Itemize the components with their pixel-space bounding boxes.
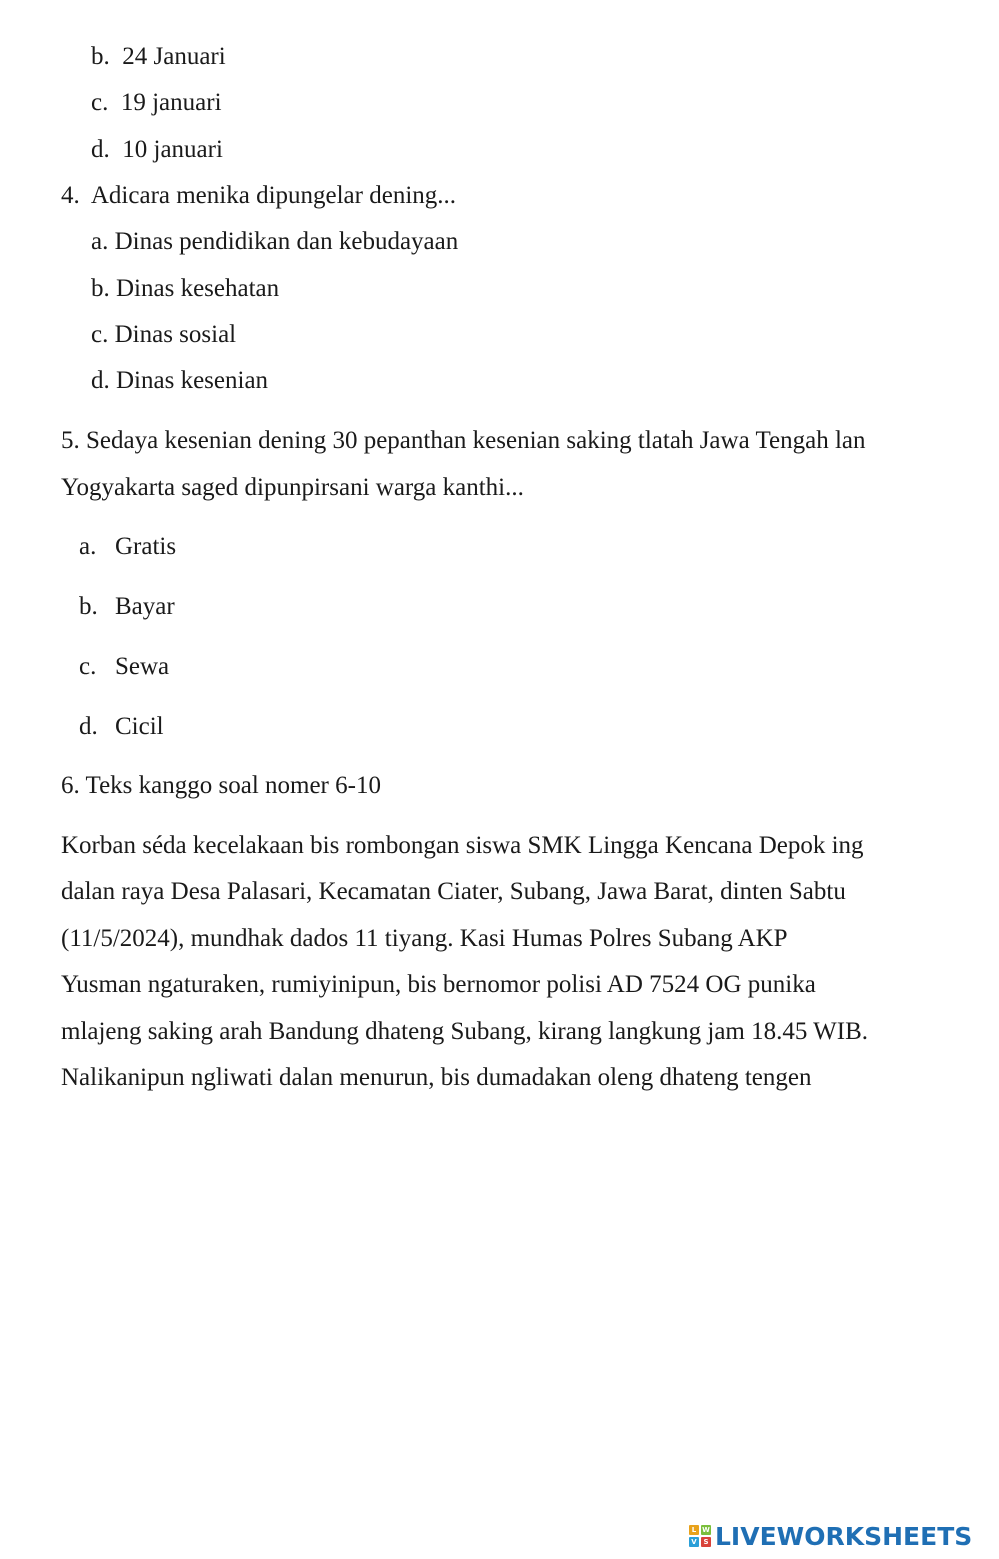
q4-question [61, 183, 456, 208]
option-marker: a. [91, 228, 109, 255]
logo-tile: L [689, 1525, 699, 1535]
passage-line-3: (11/5/2024), mundhak dados 11 tiyang. Kasi Humas Polres Subang AKP [61, 925, 788, 952]
option-text: 24 Januari [122, 43, 226, 70]
logo-tile: W [702, 1526, 710, 1534]
option-marker: b. [91, 43, 110, 70]
q5-option-c [79, 654, 169, 679]
option-text: Sewa [115, 653, 170, 680]
q5-option-d [79, 714, 164, 739]
passage-line-4: Yusman ngaturaken, rumiyinipun, bis bernomor polisi AD 7524 OG punika [61, 971, 816, 998]
q3-option-c [91, 90, 222, 115]
option-text: Dinas pendidikan dan kebudayaan [114, 228, 459, 255]
option-marker: d. [91, 136, 110, 163]
logo-tile: S [701, 1537, 711, 1547]
option-marker: b. [79, 593, 98, 620]
q5-question-line-1: 5. Sedaya kesenian dening 30 pepanthan kesenian saking tlatah Jawa Tengah lan [61, 427, 866, 454]
passage-line-2: dalan raya Desa Palasari, Kecamatan Ciater, Subang, Jawa Barat, dinten Sabtu [61, 878, 846, 905]
option-text: 19 januari [120, 89, 222, 116]
q4-option-c [91, 322, 236, 347]
q6-heading: 6. Teks kanggo soal nomer 6-10 [61, 772, 381, 799]
option-marker: c. [79, 653, 97, 680]
q5-option-b [79, 594, 175, 619]
q3-option-d [91, 137, 223, 162]
question-number: 4. [61, 182, 80, 209]
option-marker: a. [79, 533, 97, 560]
question-text: Adicara menika dipungelar dening... [90, 182, 457, 209]
option-text: Dinas kesehatan [116, 275, 280, 302]
passage-line-6: Nalikanipun ngliwati dalan menurun, bis dumadakan oleng dhateng tengen [61, 1064, 812, 1091]
option-text: Cicil [115, 713, 164, 740]
option-text: Bayar [115, 593, 175, 620]
option-marker: c. [91, 89, 109, 116]
q5-question-line-2: Yogyakarta saged dipunpirsani warga kanthi... [61, 474, 524, 501]
q4-option-a [91, 229, 458, 254]
q4-option-b [91, 276, 279, 301]
logo-icon [689, 1525, 711, 1547]
option-marker: c. [91, 321, 109, 348]
option-marker: d. [79, 713, 98, 740]
passage-line-5: mlajeng saking arah Bandung dhateng Subang, kirang langkung jam 18.45 WIB. [61, 1018, 869, 1045]
q5-option-a [79, 534, 176, 559]
option-text: 10 januari [122, 136, 223, 163]
liveworksheets-logo [689, 1519, 972, 1553]
logo-tile: V [689, 1537, 699, 1547]
passage-line-1: Korban séda kecelakaan bis rombongan siswa SMK Lingga Kencana Depok ing [61, 832, 864, 859]
option-text: Dinas sosial [114, 321, 237, 348]
q3-option-b [91, 44, 226, 69]
option-text: Gratis [115, 533, 177, 560]
q4-option-d [91, 368, 268, 393]
logo-text: LIVEWORKSHEETS [715, 1521, 973, 1551]
option-marker: b. [91, 275, 110, 302]
option-marker: d. [91, 367, 110, 394]
option-text: Dinas kesenian [116, 367, 269, 394]
